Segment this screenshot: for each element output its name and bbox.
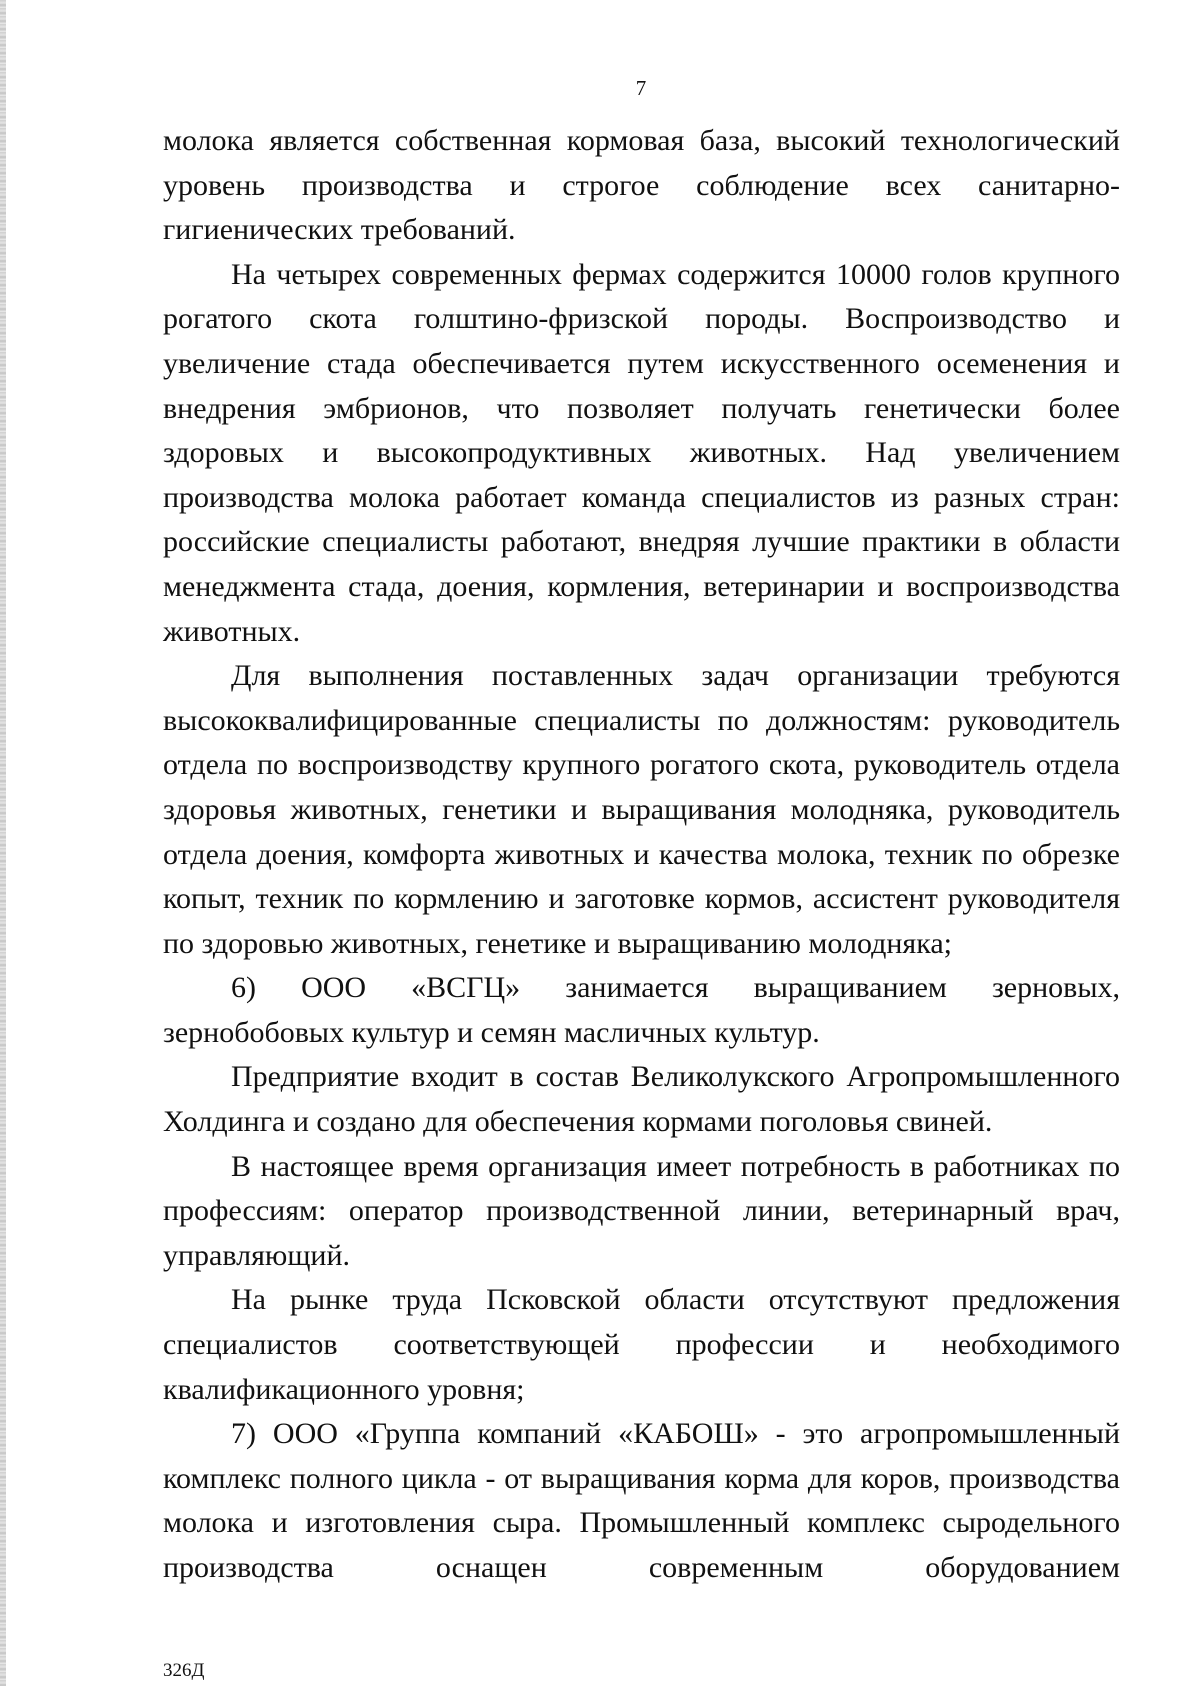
- document-body: [163, 119, 1120, 1591]
- scan-edge-artifact: [0, 0, 6, 1686]
- paragraph: В настоящее время организация имеет потребность в работниках по профессиям: оператор производственной линии, ветеринарный врач, управляющий.: [163, 1149, 1120, 1272]
- page-number: 7: [635, 76, 647, 100]
- paragraph-item-7: 7) ООО «Группа компаний «КАБОШ» - это агропромышленный комплекс полного цикла - от выращивания корма для коров, производства молока и изготовления сыра. Промышленный комплекс сыродельного производства оснащен современным оборудованием: [163, 1417, 1120, 1584]
- paragraph: Для выполнения поставленных задач организации требуются высококвалифицированные специалисты по должностям: руководитель отдела по воспроизводству крупного рогатого скота, руководитель отдела здоровья животных, генетики и выращивания молодняка, руководитель отдела доения, комфорта животных и качества молока, техник по обрезке копыт, техник по кормлению и заготовке кормов, ассистент руководителя по здоровью животных, генетике и выращиванию молодняка;: [163, 659, 1120, 960]
- document-code: 326Д: [163, 1660, 205, 1681]
- paragraph: На рынке труда Псковской области отсутствуют предложения специалистов соответствующей профессии и необходимого квалификационного уровня;: [163, 1283, 1120, 1406]
- paragraph-item-6: 6) ООО «ВСГЦ» занимается выращиванием зерновых, зернобобовых культур и семян масличных культур.: [163, 971, 1120, 1049]
- paragraph-continuation: молока является собственная кормовая база, высокий технологический уровень производства и строгое соблюдение всех санитарно-гигиенических требований.: [163, 124, 1120, 247]
- paragraph: Предприятие входит в состав Великолукского Агропромышленного Холдинга и создано для обеспечения кормами поголовья свиней.: [163, 1060, 1120, 1139]
- paragraph: На четырех современных фермах содержится 10000 голов крупного рогатого скота голштино-фризской породы. Воспроизводство и увеличение стада обеспечивается путем искусственного осеменения и внедрения эмбрионов, что позволяет получать генетически более здоровых и высокопродуктивных животных. Над увеличением производства молока работает команда специалистов из разных стран: российские специалисты работают, внедряя лучшие практики в области менеджмента стада, доения, кормления, ветеринарии и воспроизводства животных.: [163, 257, 1120, 648]
